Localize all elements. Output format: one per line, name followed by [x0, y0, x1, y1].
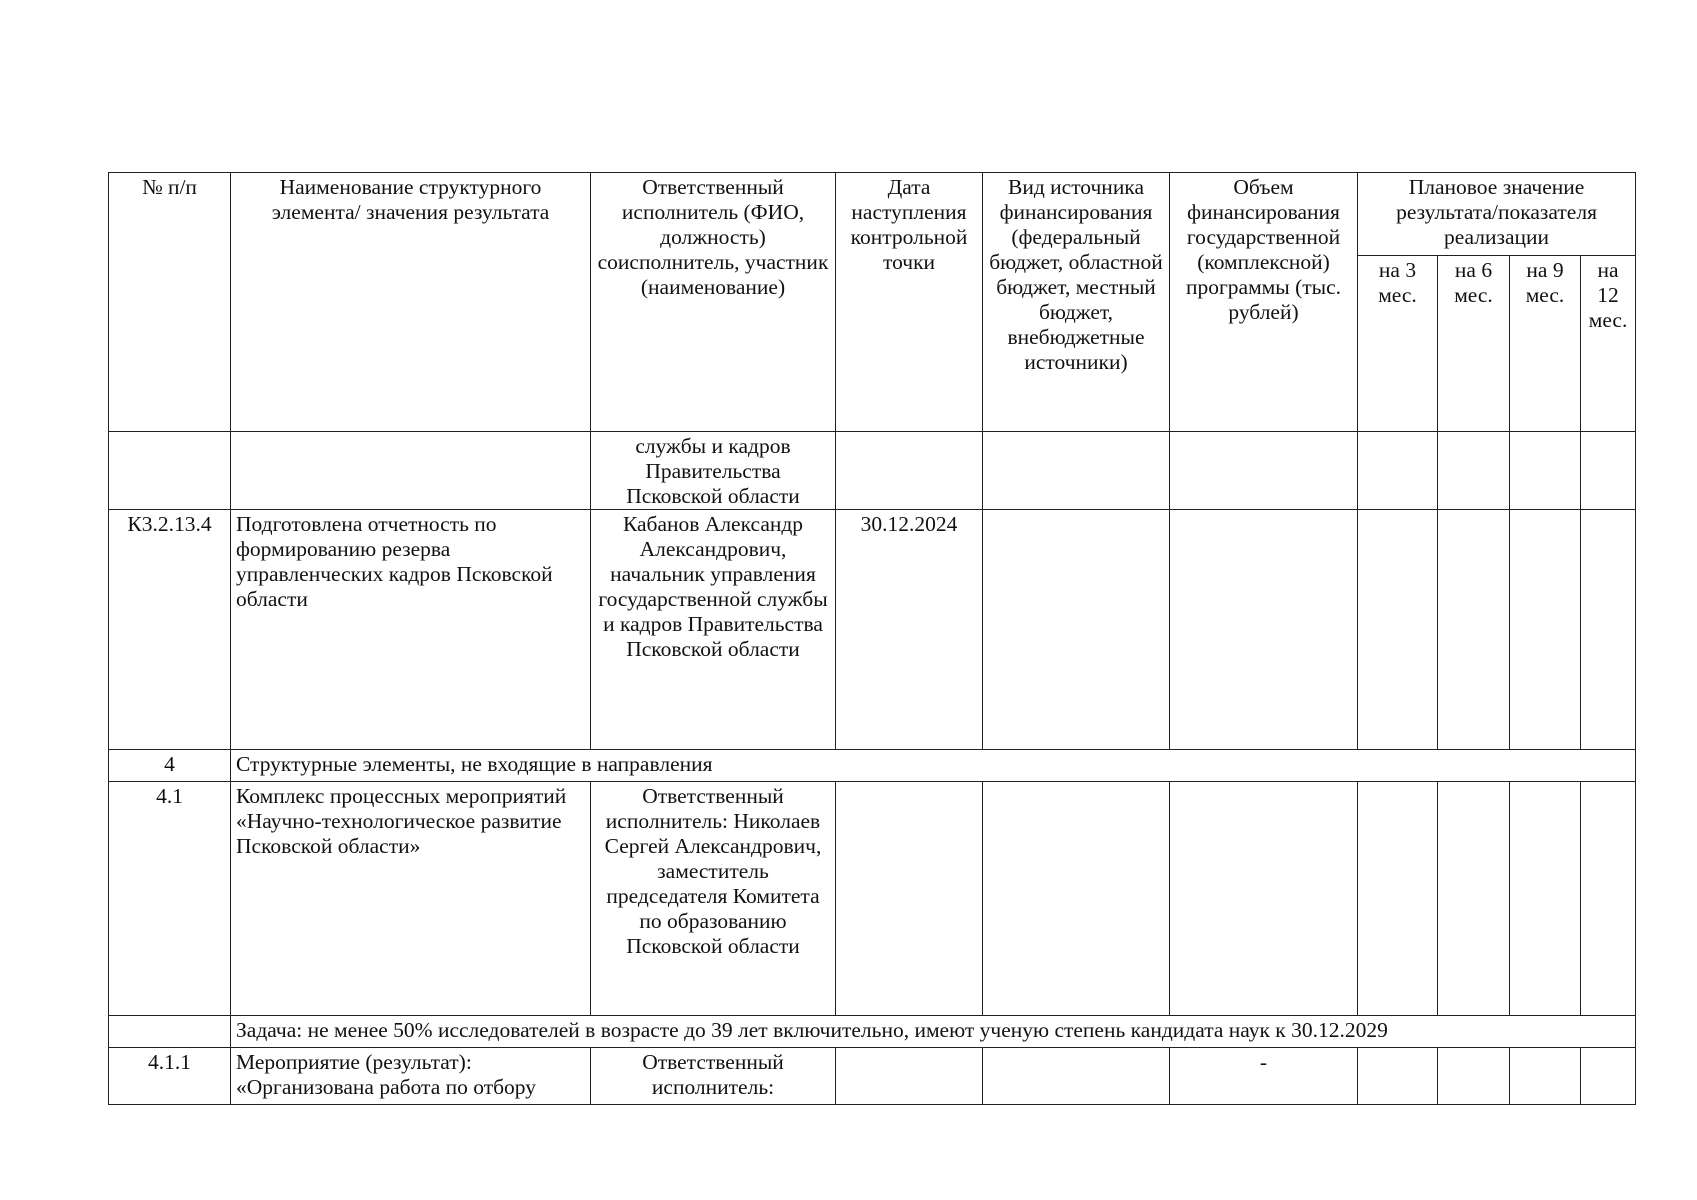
cell-num: К3.2.13.4	[109, 510, 231, 750]
cell-m3	[1358, 782, 1438, 1016]
header-date: Дата наступления контрольной точки	[836, 173, 983, 432]
cell-num: 4.1.1	[109, 1048, 231, 1105]
header-num: № п/п	[109, 173, 231, 432]
cell-date	[836, 432, 983, 510]
cell-num	[109, 1016, 231, 1048]
cell-num	[109, 432, 231, 510]
cell-m9	[1510, 782, 1581, 1016]
cell-m3	[1358, 432, 1438, 510]
cell-date: 30.12.2024	[836, 510, 983, 750]
cell-m12	[1581, 432, 1636, 510]
cell-name: Подготовлена отчетность по формированию резерва управленческих кадров Псковской области	[231, 510, 591, 750]
cell-responsible: Кабанов Александр Александрович, начальник управления государственной службы и кадров Правительства Псковской области	[591, 510, 836, 750]
cell-m6	[1438, 510, 1510, 750]
cell-date	[836, 782, 983, 1016]
cell-m6	[1438, 1048, 1510, 1105]
table-row-4-1-1	[109, 1048, 1636, 1105]
cell-m9	[1510, 1048, 1581, 1105]
plan-table	[108, 172, 1636, 1105]
cell-m9	[1510, 510, 1581, 750]
cell-responsible: службы и кадров Правительства Псковской области	[591, 432, 836, 510]
cell-source	[983, 1048, 1170, 1105]
cell-task-text: Задача: не менее 50% исследователей в возрасте до 39 лет включительно, имеют ученую степень кандидата наук к 30.12.2029	[231, 1016, 1636, 1048]
cell-num: 4	[109, 750, 231, 782]
header-volume: Объем финансирования государственной (комплексной) программы (тыс. рублей)	[1170, 173, 1358, 432]
table-row-4-1	[109, 782, 1636, 1016]
cell-m12	[1581, 782, 1636, 1016]
header-m6: на 6 мес.	[1438, 256, 1510, 432]
header-m12: на 12 мес.	[1581, 256, 1636, 432]
cell-m3	[1358, 510, 1438, 750]
cell-responsible: Ответственный исполнитель: Николаев Сергей Александрович, заместитель председателя Комитета по образованию Псковской области	[591, 782, 836, 1016]
cell-m3	[1358, 1048, 1438, 1105]
cell-volume	[1170, 432, 1358, 510]
cell-name: Мероприятие (результат): «Организована работа по отбору	[231, 1048, 591, 1105]
cell-m6	[1438, 432, 1510, 510]
header-m3: на 3 мес.	[1358, 256, 1438, 432]
cell-source	[983, 510, 1170, 750]
header-row-1	[109, 173, 1636, 256]
cell-name: Комплекс процессных мероприятий «Научно-технологическое развитие Псковской области»	[231, 782, 591, 1016]
table-row-task	[109, 1016, 1636, 1048]
header-planned: Плановое значение результата/показателя реализации	[1358, 173, 1636, 256]
cell-date	[836, 1048, 983, 1105]
cell-m6	[1438, 782, 1510, 1016]
table-row-continuation	[109, 432, 1636, 510]
cell-volume	[1170, 510, 1358, 750]
cell-source	[983, 782, 1170, 1016]
cell-volume: -	[1170, 1048, 1358, 1105]
header-m9: на 9 мес.	[1510, 256, 1581, 432]
cell-m12	[1581, 1048, 1636, 1105]
header-source: Вид источника финансирования (федеральный бюджет, областной бюджет, местный бюджет, внебюджетные источники)	[983, 173, 1170, 432]
cell-m9	[1510, 432, 1581, 510]
cell-source	[983, 432, 1170, 510]
table-row-k3-2-13-4	[109, 510, 1636, 750]
cell-num: 4.1	[109, 782, 231, 1016]
header-name: Наименование структурного элемента/ значения результата	[231, 173, 591, 432]
cell-section-title: Структурные элементы, не входящие в направления	[231, 750, 1636, 782]
cell-name	[231, 432, 591, 510]
table-row-section-4	[109, 750, 1636, 782]
cell-responsible: Ответственный исполнитель:	[591, 1048, 836, 1105]
header-responsible: Ответственный исполнитель (ФИО, должность) соисполнитель, участник (наименование)	[591, 173, 836, 432]
cell-volume	[1170, 782, 1358, 1016]
cell-m12	[1581, 510, 1636, 750]
